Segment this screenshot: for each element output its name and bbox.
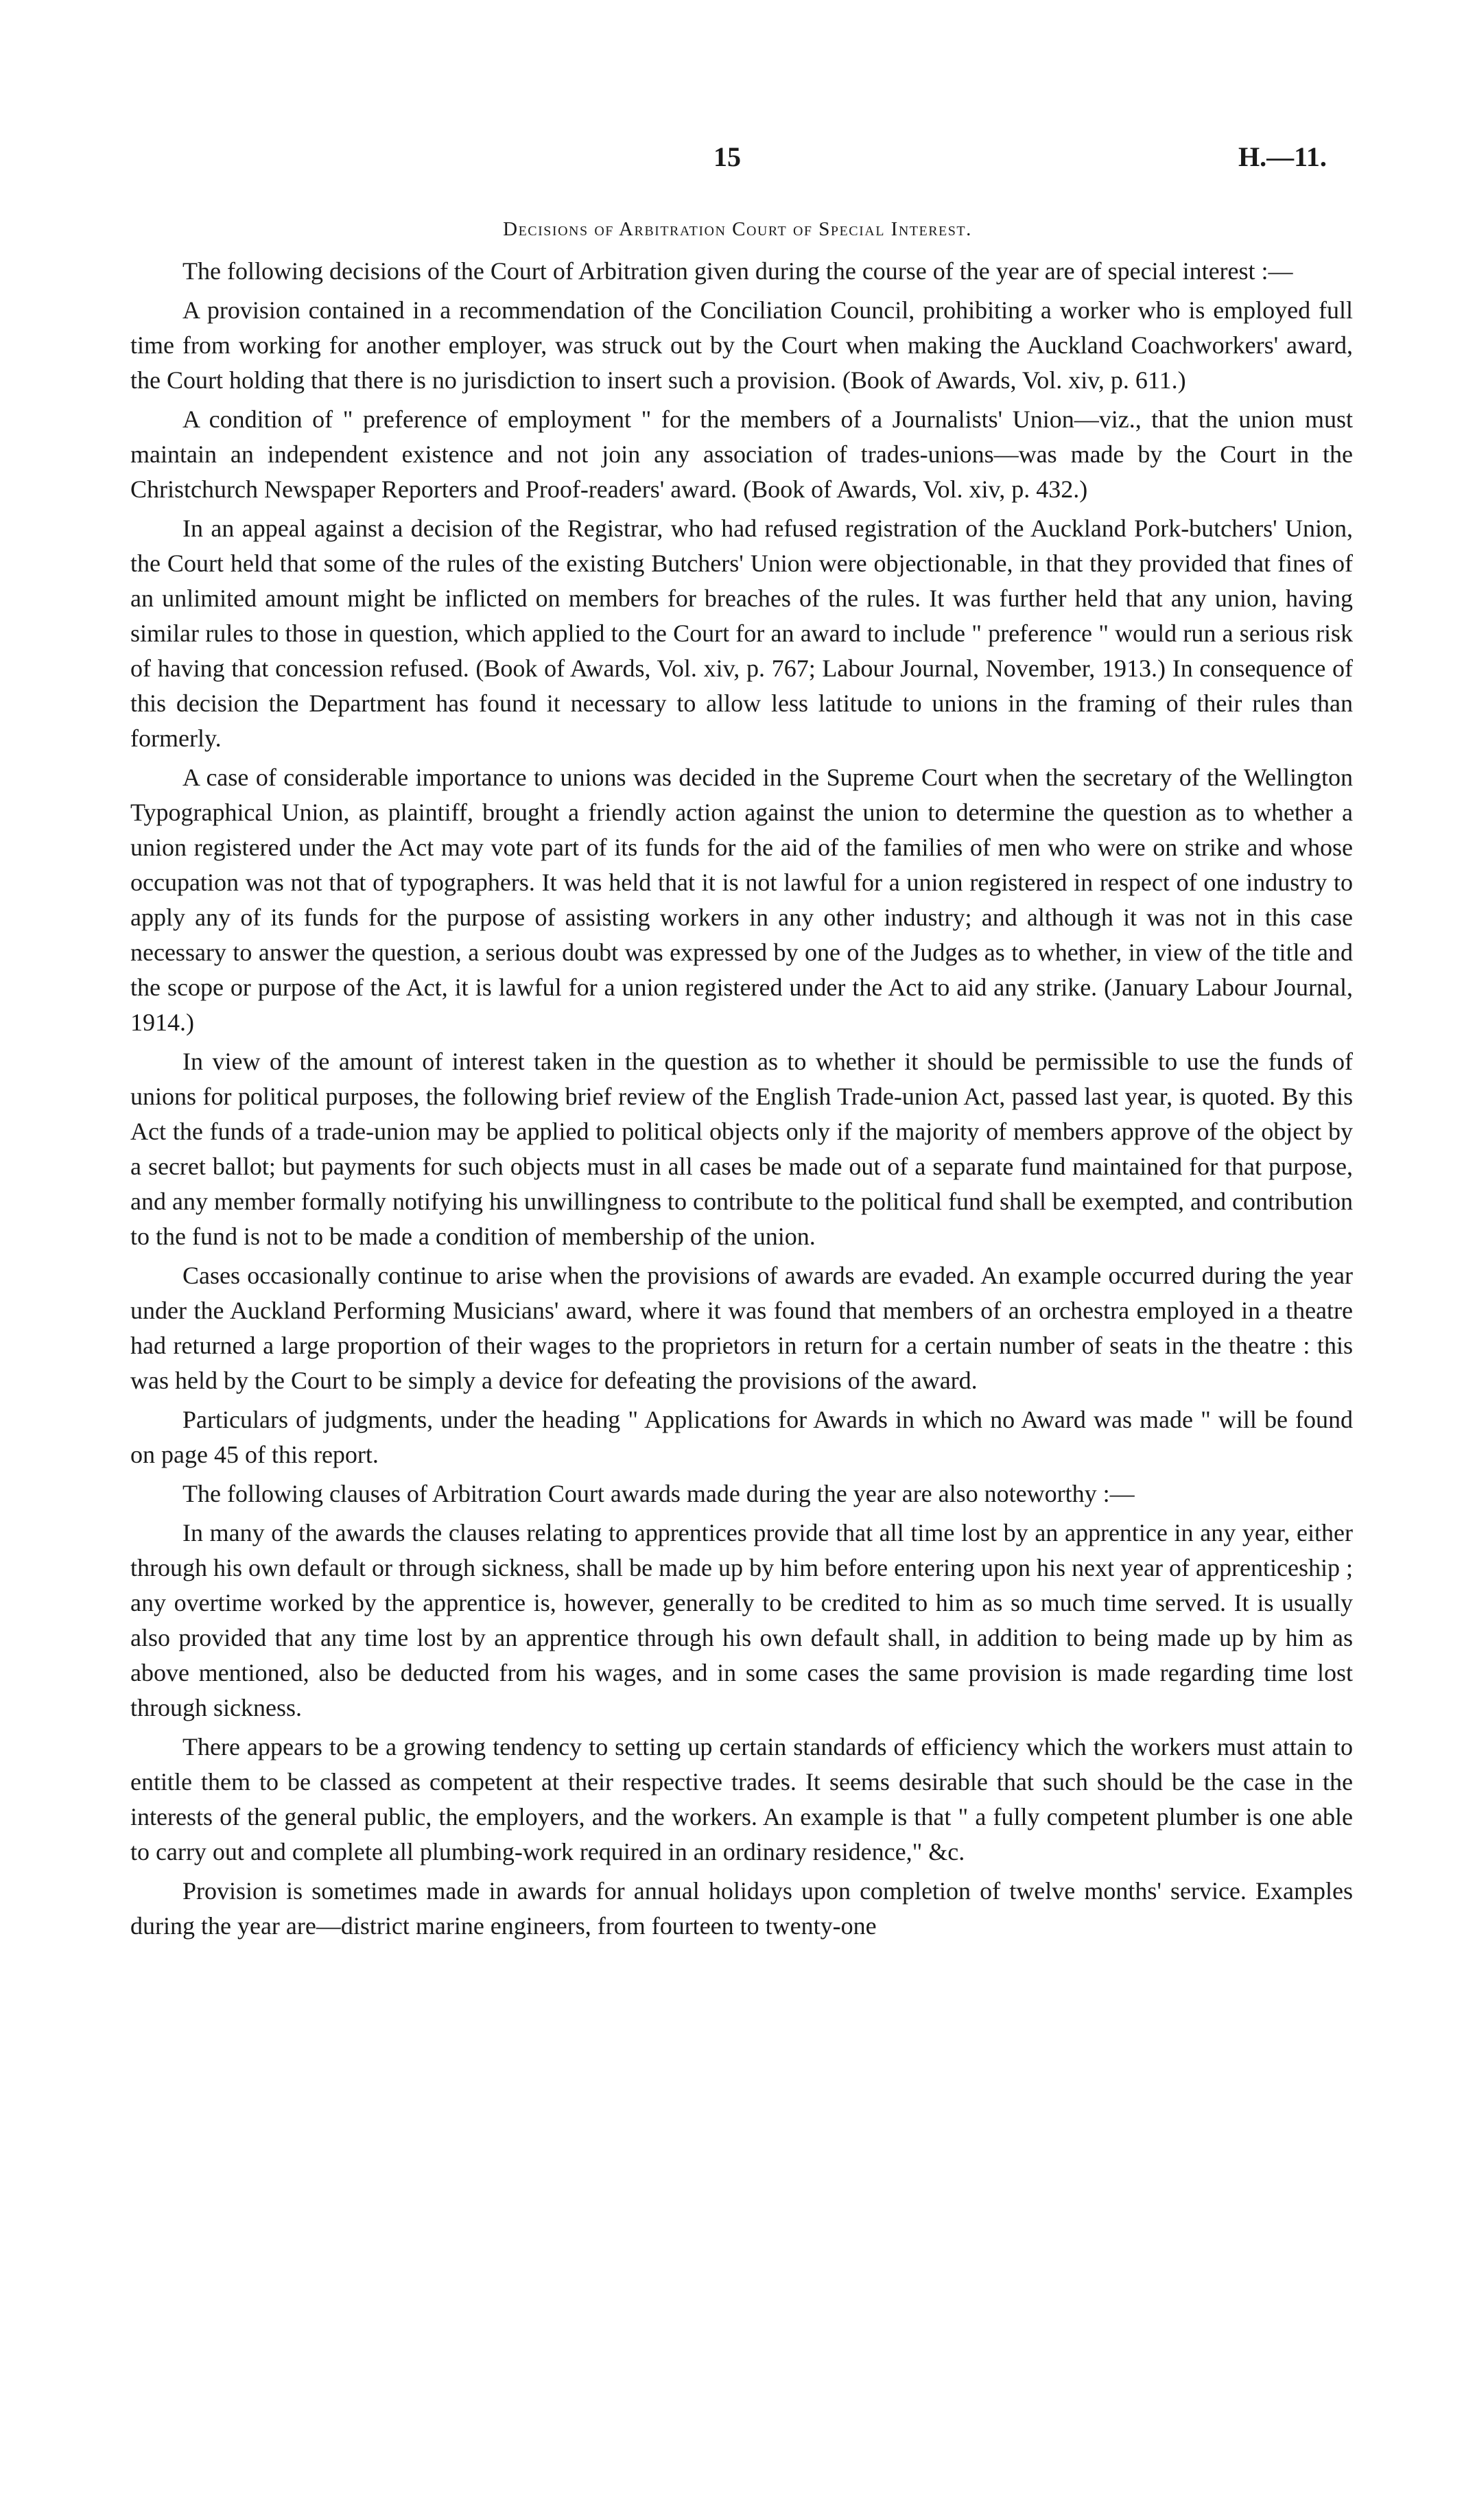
body-text bbox=[130, 254, 1353, 1944]
paragraph-coachworkers: A provision contained in a recommendation of the Conciliation Council, prohibiting a worker who is employed full time from working for another employer, was struck out by the Court when making the Auckland Coachworkers' award, the Court holding that there is no jurisdiction to insert such a provision. (Book of Awards, Vol. xiv, p. 611.) bbox=[130, 296, 1353, 394]
paragraph-typographical: A case of considerable importance to unions was decided in the Supreme Court when the secretary of the Wellington Typographical Union, as plaintiff, brought a friendly action against the union to determine the question as to whether a union registered under the Act may vote part of its funds for the aid of the families of men who were on strike and whose occupation was not that of typographers. It was held that it is not lawful for a union registered in respect of one industry to apply any of its funds for the purpose of assisting workers in any other industry; and although it was not in this case necessary to answer the question, a serious doubt was expressed by one of the Judges as to whether, in view of the title and the scope or purpose of the Act, it is lawful for a union registered under the Act to aid any strike. (January Labour Journal, 1914.) bbox=[130, 764, 1353, 1036]
paragraph-trade-union-act: In view of the amount of interest taken in the question as to whether it should be permissible to use the funds of unions for political purposes, the following brief review of the English Trade-union Act, passed last year, is quoted. By this Act the funds of a trade-union may be applied to political objects only if the majority of members approve of the object by a secret ballot; but payments for such objects must in all cases be made out of a separate fund maintained for that purpose, and any member formally notifying his unwillingness to contribute to the political fund shall be exempted, and contribution to the fund is not to be made a condition of membership of the union. bbox=[130, 1048, 1353, 1250]
page-number: 15 bbox=[713, 141, 741, 172]
paragraph-journalists: A condition of " preference of employment " for the members of a Journalists' Union—viz., that the union must maintain an independent existence and not join any association of trades-unions—was made by the Court in the Christchurch Newspaper Reporters and Proof-readers' award. (Book of Awards, Vol. xiv, p. 432.) bbox=[130, 405, 1353, 503]
paragraph-evasion: Cases occasionally continue to arise when the provisions of awards are evaded. An example occurred during the year under the Auckland Performing Musicians' award, where it was found that members of an orchestra employed in a theatre had returned a large proportion of their wages to the proprietors in return for a certain number of seats in the theatre : this was held by the Court to be simply a device for defeating the provisions of the award. bbox=[130, 1262, 1353, 1394]
paragraph-holidays: Provision is sometimes made in awards for annual holidays upon completion of twelve months' service. Examples during the year are—district marine engineers, from fourteen to twenty-one bbox=[130, 1877, 1353, 1940]
paragraph-intro: The following decisions of the Court of Arbitration given during the course of the year are of special interest :— bbox=[182, 257, 1293, 285]
paragraph-judgments: Particulars of judgments, under the heading " Applications for Awards in which no Award was made " will be found on page 45 of this report. bbox=[130, 1406, 1353, 1468]
paragraph-efficiency: There appears to be a growing tendency to setting up certain standards of efficiency which the workers must attain to entitle them to be classed as competent at their respective trades. It seems desirable that such should be the case in the interests of the general public, the employers, and the workers. An example is that " a fully competent plumber is one able to carry out and complete all plumbing-work required in an ordinary residence," &c. bbox=[130, 1733, 1353, 1865]
paragraph-apprentices: In many of the awards the clauses relating to apprentices provide that all time lost by an apprentice in any year, either through his own default or through sickness, shall be made up by him before entering upon his next year of apprenticeship ; any overtime worked by the apprentice is, however, generally to be credited to him as so much time served. It is usually also provided that any time lost by an apprentice through his own default shall, in addition to being made up by him as above mentioned, also be deducted from his wages, and in some cases the same provision is made regarding time lost through sickness. bbox=[130, 1519, 1353, 1721]
paragraph-pork-butchers: In an appeal against a decision of the Registrar, who had refused registration of the Auckland Pork-butchers' Union, the Court held that some of the rules of the existing Butchers' Union were objectionable, in that they provided that fines of an unlimited amount might be inflicted on members for breaches of the rules. It was further held that any union, having similar rules to those in question, which applied to the Court for an award to include " preference " would run a serious risk of having that concession refused. (Book of Awards, Vol. xiv, p. 767; Labour Journal, November, 1913.) In consequence of this decision the Department has found it necessary to allow less latitude to unions in the framing of their rules than formerly. bbox=[130, 515, 1353, 752]
section-title: Decisions of Arbitration Court of Special Interest. bbox=[503, 218, 972, 240]
paragraph-noteworthy: The following clauses of Arbitration Court awards made during the year are also noteworthy :— bbox=[182, 1480, 1135, 1507]
document-reference: H.—11. bbox=[1238, 141, 1327, 172]
